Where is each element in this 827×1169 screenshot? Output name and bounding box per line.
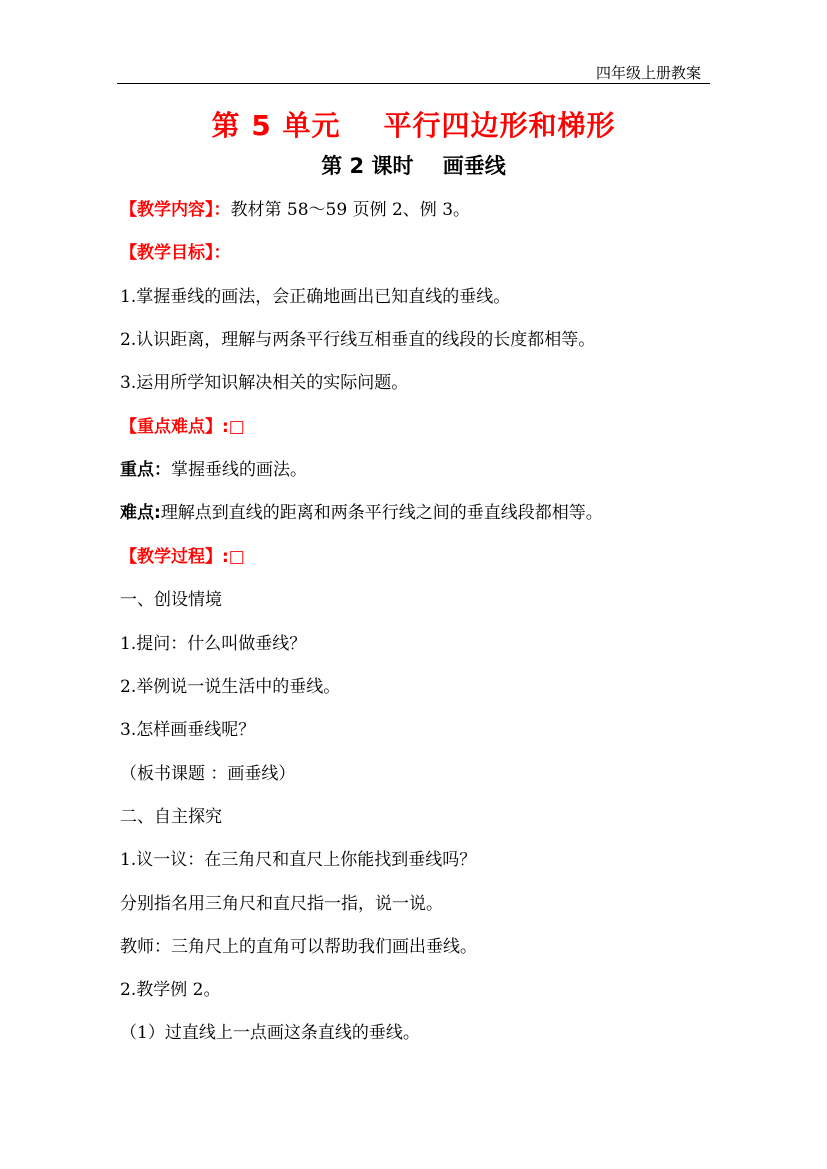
difficulty-line [120, 501, 603, 525]
process-line: 分别指名用三角尺和直尺指一指，说一说。 [120, 894, 443, 914]
process-line: 2.教学例 2。 [120, 980, 221, 1000]
process-line: 2.举例说一说生活中的垂线。 [120, 677, 341, 697]
teaching-goals-label: 【教学目标】： [120, 243, 231, 263]
goal-item: 2.认识距离，理解与两条平行线互相垂直的线段的长度都相等。 [120, 330, 596, 350]
process-line: 3.怎样画垂线呢？ [120, 720, 256, 740]
process-line: （1）过直线上一点画这条直线的垂线。 [120, 1023, 420, 1043]
teaching-content-text: 教材第 58～59 页例 2、例 3。 [230, 200, 471, 220]
goal-item: 3.运用所学知识解决相关的实际问题。 [120, 373, 409, 393]
process-line: 二、自主探究 [120, 807, 222, 827]
teaching-content-label: 【教学内容】： [120, 200, 231, 220]
difficulty-label: 难点: [120, 503, 161, 523]
goal-item: 1.掌握垂线的画法，会正确地画出已知直线的垂线。 [120, 287, 511, 307]
process-line: （板书课题 ：画垂线） [120, 764, 296, 784]
teaching-process-label: 【教学过程】:□ [120, 547, 245, 567]
focus-text: 掌握垂线的画法。 [171, 460, 307, 480]
difficulty-text: 理解点到直线的距离和两条平行线之间的垂直线段都相等。 [160, 503, 603, 523]
process-line: 1.提问：什么叫做垂线？ [120, 634, 307, 654]
process-line: 1.议一议：在三角尺和直尺上你能找到垂线吗？ [120, 850, 477, 870]
unit-title: 第 5 单元 平行四边形和梯形 [211, 109, 616, 142]
key-points-label: 【重点难点】:□ [120, 417, 245, 437]
process-line: 教师：三角尺上的直角可以帮助我们画出垂线。 [120, 937, 477, 957]
focus-label: 重点： [120, 460, 171, 480]
lesson-title: 第 2 课时 画垂线 [321, 154, 506, 178]
process-line: 一、创设情境 [120, 590, 222, 610]
focus-line [120, 458, 307, 482]
header-rule [117, 83, 710, 84]
header-label: 四年级上册教案 [595, 64, 701, 82]
teaching-content [120, 198, 470, 222]
